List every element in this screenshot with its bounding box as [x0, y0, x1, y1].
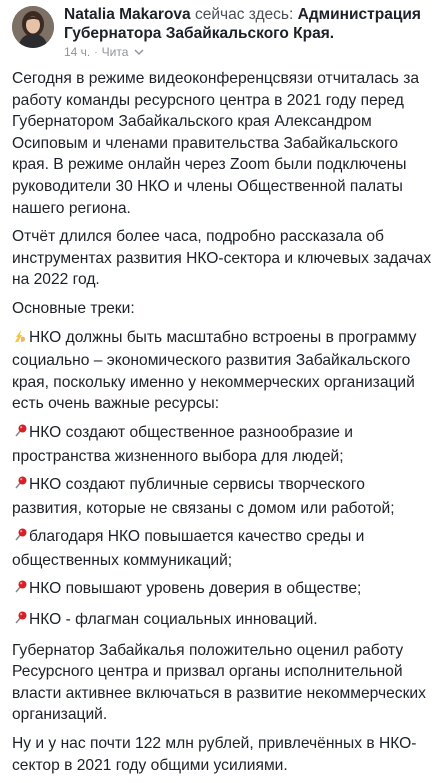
bullet-text: НКО создают общественное разнообразие и пространства жизненного выбора для людей; [12, 423, 354, 465]
bullet-text: НКО создают публичные сервисы творческого развития, которые не связаны с домом или работой; [12, 476, 395, 517]
pushpin-icon [12, 423, 28, 446]
post-time[interactable]: 14 ч. [64, 45, 91, 59]
author-name[interactable]: Natalia Makarova [64, 6, 191, 23]
pushpin-icon [12, 579, 28, 602]
bullet-item [12, 526, 434, 571]
paragraph-governor: Губернатор Забайкалья положительно оценил работу Ресурсного центра и призвал органы исполнительной власти активнее включаться в развитие некоммерческих организаций. [12, 641, 426, 724]
place-link[interactable]: Администрация Губернатора Забайкальского Края. [64, 6, 421, 42]
lightning-hand-icon [12, 328, 28, 351]
avatar[interactable] [12, 6, 54, 48]
paragraph-funding: Ну и у нас почти 122 млн рублей, привлечённых в НКО-сектор в 2021 году общими усилиями. [12, 735, 417, 774]
bullet-item [12, 578, 434, 602]
bullet-text: благодаря НКО повышается качество среды и общественных коммуникаций; [12, 528, 365, 569]
pushpin-icon [12, 475, 28, 498]
bullet-text: НКО - флагман социальных инноваций. [29, 611, 318, 629]
pushpin-icon [12, 527, 28, 550]
bullet-item [12, 609, 434, 633]
paragraph-tracks-heading: Основные треки: [12, 299, 135, 317]
post-header [12, 6, 432, 66]
paragraph-intro: Сегодня в режиме видеоконференцсвязи отчиталась за работу команды ресурсного центра в 2021 году перед Губернатором Забайкальского края Александром Осиповым и членами правительства Забайкальского края. В режиме онлайн через Zoom были подключены руководители 30 НКО и члены Общественной палаты нашего региона. [12, 70, 420, 217]
post-location[interactable]: Чита [101, 45, 129, 59]
paragraph-report: Отчёт длился более часа, подробно рассказала об инструментах развития НКО-сектора и ключевых задачах на 2022 год. [12, 228, 432, 289]
post-meta [64, 45, 434, 59]
track-main [12, 327, 434, 415]
meta-separator: · [94, 46, 98, 58]
chevron-down-icon[interactable] [134, 47, 144, 57]
pushpin-icon [12, 610, 28, 633]
bullet-item [12, 422, 434, 467]
post-body [12, 68, 434, 783]
track-main-text: НКО должны быть масштабно встроены в программу социально – экономического развития Забайкальского края, поскольку именно у некоммерческих организаций есть очень важные ресурсы: [12, 328, 417, 413]
author-action: сейчас здесь: [194, 6, 294, 23]
bullet-item [12, 474, 434, 519]
bullet-text: НКО повышают уровень доверия в обществе; [29, 580, 362, 598]
